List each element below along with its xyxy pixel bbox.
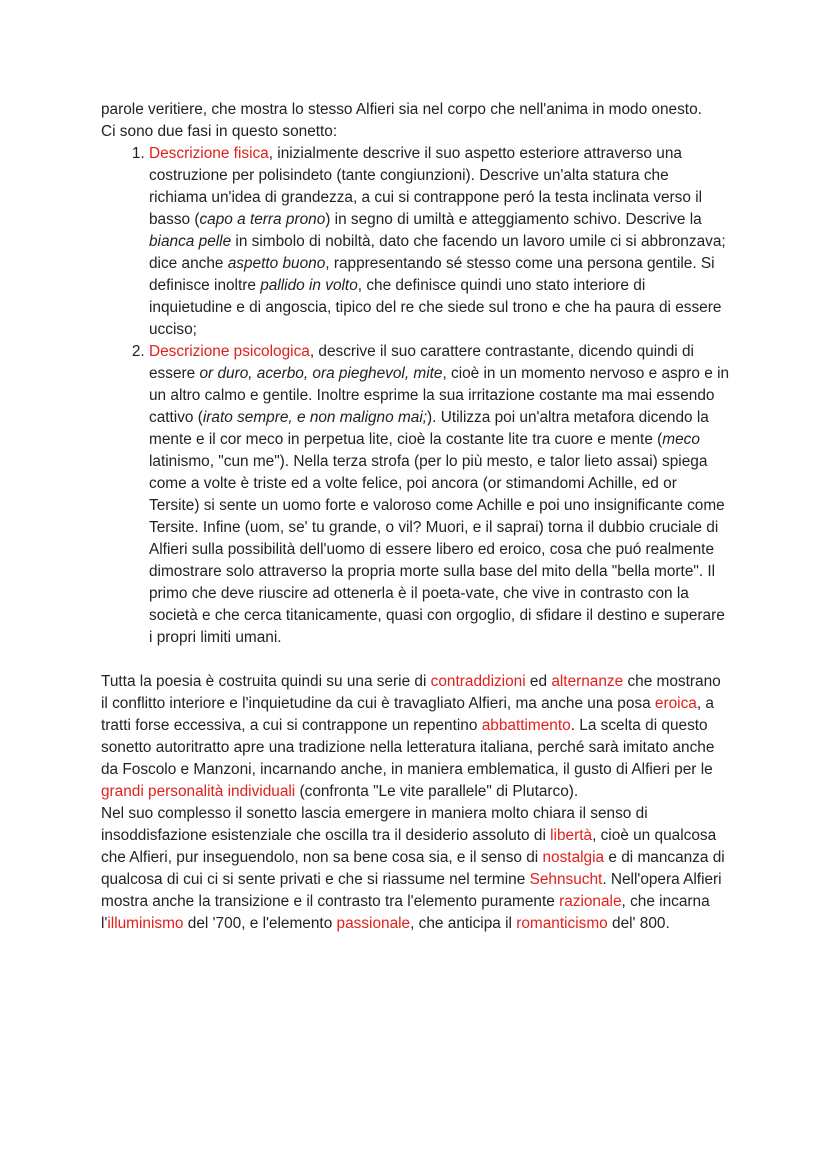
highlighted-term: eroica (654, 695, 697, 712)
phase-item-2 (149, 341, 731, 649)
text-run: Tutta la poesia è costruita quindi su una serie di (101, 673, 431, 690)
highlighted-term: passionale (336, 915, 411, 932)
text-run: ) in segno di umiltà e atteggiamento schivo. Descrive la (325, 211, 702, 228)
text-run: , a tratti forse eccessiva, a cui si contrappone un repentino (101, 695, 714, 734)
text-run: , che definisce quindi uno stato interiore di inquietudine e di angoscia, tipico del re che siede sul trono e che ha paura di essere ucciso; (149, 277, 722, 338)
document-body (101, 99, 731, 935)
text-run: del' 800. (607, 915, 670, 932)
text-run: (confronta "Le vite parallele" di Plutarco). (295, 783, 579, 800)
quoted-verse: capo a terra prono (199, 211, 326, 228)
paragraph-contradictions (101, 671, 731, 803)
text-run: , cioè in un momento nervoso e aspro e in un altro calmo e gentile. Inoltre esprime la sua irritazione costante ma mai essendo cattivo ( (149, 365, 730, 426)
paragraph-conclusion (101, 803, 731, 935)
highlighted-term: libertà (550, 827, 593, 844)
highlighted-term: illuminismo (107, 915, 184, 932)
text-run: , descrive il suo carattere contrastante, dicendo quindi di essere (149, 343, 694, 382)
text-run: . Nell'opera Alfieri mostra anche la transizione e il contrasto tra l'elemento puramente (101, 871, 722, 910)
quoted-verse: bianca pelle (149, 233, 232, 250)
text-run: e di mancanza di qualcosa di cui ci si sente privati e che si riassume nel termine (101, 849, 725, 888)
text-run: del '700, e l'elemento (183, 915, 337, 932)
paragraph-spacer (101, 649, 731, 671)
text-run: ed (525, 673, 552, 690)
highlighted-term: razionale (559, 893, 622, 910)
text-run: latinismo, "cun me"). Nella terza strofa (per lo più mesto, e talor lieto assai) spiega come a volte è triste ed a volte felice, poi ancora (or stimandomi Achille, ed or Tersite) si sente un uomo forte e valoroso come Achille e poi uno insignificante come Tersite. Infine (uom, se' tu grande, o vil? Muori, e il saprai) torna il dubbio cruciale di Alfieri sulla possibilità dell'uomo di essere libero ed eroico, cosa che puó realmente dimostrare solo attraverso la propria morte sulla base del mito della "bella morte". Il primo che deve riuscire ad ottenerla è il poeta-vate, che vive in contrasto con la società e che cerca titanicamente, quasi con orgoglio, di sfidare il destino e superare i propri limiti umani. (149, 453, 725, 646)
highlighted-term: abbattimento (481, 717, 571, 734)
text-run: , che incarna l' (101, 893, 710, 932)
highlighted-term: contraddizioni (430, 673, 526, 690)
highlighted-term: alternanze (551, 673, 624, 690)
text-run: , rappresentando sé stesso come una persona gentile. Si definisce inoltre (149, 255, 715, 294)
text-run: , che anticipa il (410, 915, 517, 932)
highlighted-term: nostalgia (542, 849, 605, 866)
highlighted-term: Descrizione psicologica (149, 343, 310, 360)
phase-list (101, 143, 731, 649)
quoted-verse: meco (662, 431, 700, 448)
highlighted-term: Sehnsucht (529, 871, 603, 888)
text-run: , cioè un qualcosa che Alfieri, pur inseguendolo, non sa bene cosa sia, e il senso di (101, 827, 717, 866)
phase-item-1 (149, 143, 731, 341)
highlighted-term: Descrizione fisica (149, 145, 269, 162)
text-run: che mostrano il conflitto interiore e l'inquietudine da cui è travagliato Alfieri, ma anche una posa (101, 673, 721, 712)
text-run: in simbolo di nobiltà, dato che facendo un lavoro umile ci si abbronzava; dice anche (149, 233, 726, 272)
text-run: Nel suo complesso il sonetto lascia emergere in maniera molto chiara il senso di insoddisfazione esistenziale che oscilla tra il desiderio assoluto di (101, 805, 648, 844)
text-run: , inizialmente descrive il suo aspetto esteriore attraverso una costruzione per polisindeto (tante congiunzioni). Descrive un'alta statura che richiama un'idea di grandezza, a cui si contrappone peró la testa inclinata verso il basso ( (149, 145, 703, 228)
highlighted-term: grandi personalità individuali (101, 783, 296, 800)
quoted-verse: irato sempre, e non maligno mai; (202, 409, 428, 426)
intro-text: parole veritiere, che mostra lo stesso Alfieri sia nel corpo che nell'anima in modo onesto. (101, 101, 702, 118)
quoted-verse: pallido in volto (260, 277, 358, 294)
quoted-verse: or duro, acerbo, ora pieghevol, mite (199, 365, 443, 382)
quoted-verse: aspetto buono (227, 255, 326, 272)
highlighted-term: romanticismo (516, 915, 608, 932)
intro-lead: Ci sono due fasi in questo sonetto: (101, 123, 338, 140)
text-run: ). Utilizza poi un'altra metafora dicendo la mente e il cor meco in perpetua lite, cioè la costante lite tra cuore e mente ( (149, 409, 709, 448)
text-run: . La scelta di questo sonetto autoritratto apre una tradizione nella letteratura italiana, perché sarà imitato anche da Foscolo e Manzoni, incarnando anche, in maniera emblematica, il gusto di Alfieri per le (101, 717, 715, 778)
